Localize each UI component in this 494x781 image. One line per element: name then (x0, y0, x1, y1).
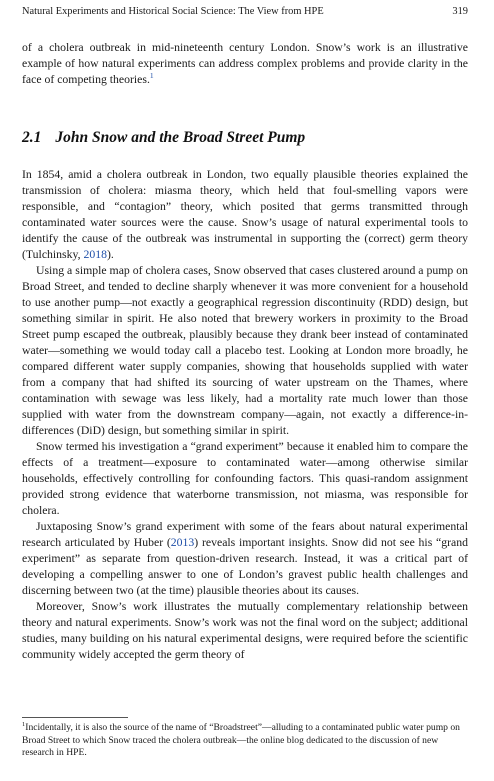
footnote (22, 722, 468, 760)
citation-link[interactable]: 2013 (170, 536, 195, 549)
section-title: John Snow and the Broad Street Pump (55, 129, 306, 146)
footnote-text: Incidentally, it is also the source of the name of “Broadstreet”—alluding to a contaminated public water pump on Broad Street to which Snow traced the cholera outbreak—the online blog dedicated to the discussion of new research in HPE. (22, 722, 460, 758)
footnote-ref[interactable]: 1 (149, 71, 154, 81)
page-number: 319 (452, 6, 468, 17)
intro-paragraph (22, 40, 468, 88)
footnote-divider (22, 717, 128, 718)
running-header (22, 5, 472, 19)
body-paragraph-5: Moreover, Snow’s work illustrates the mutually complementary relationship between theory and natural experiments. Snow’s work was not the final word on the subject; additional studies, many building on his natural experimental designs, were required before the scientific community widely accepted the germ theory of (22, 600, 468, 661)
body-paragraph-1: In 1854, amid a cholera outbreak in London, two equally plausible theories explained the transmission of cholera: miasma theory, which held that foul-smelling vapors were responsible, and “contagion” theory, which posited that germs transmitted through contaminated water sources were the cause. Snow’s usage of natural experimental tools to identify the cause of the outbreak was instrumental in supporting the (correct) germ theory (Tulchinsky, 2018). (22, 168, 468, 261)
citation-link[interactable]: 2018 (83, 248, 107, 261)
body-paragraph-2: Using a simple map of cholera cases, Snow observed that cases clustered around a pump on Broad Street, and tended to decline sharply whenever it was more convenient for a household to use another pump—not exactly a geographical regression discontinuity (RDD) design, but something similar in spirit. He also noted that brewery workers in proximity to the Broad Street pump escaped the outbreak, plausibly because they drank beer instead of contaminated water—something we would today call a placebo test. Looking at London more broadly, he compared different water supply companies, showing that households supplied with water from a company that had shifted its sourcing of water upstream on the Thames, where contamination with sewage was less likely, had a mortality rate much lower than those supplied with water from the downstream company—again, not exactly a difference-in-differences (DiD) design, but something similar in spirit. (22, 264, 468, 437)
section-heading (22, 128, 468, 148)
section-number: 2.1 (22, 129, 42, 146)
footnote-marker: 1 (22, 720, 26, 728)
body-paragraph-3: Snow termed his investigation a “grand experiment” because it enabled him to compare the effects of a treatment—exposure to contaminated water—among otherwise similar households, effectively controlling for confounding factors. This quasi-random assignment provided strong evidence that waterborne transmission, not miasma, was responsible for cholera. (22, 440, 468, 517)
body-paragraph-4: Juxtaposing Snow’s grand experiment with some of the fears about natural experimental research articulated by Huber (2013) reveals important insights. Snow did not see his “grand experiment” as separate from question-driven research. Instead, it was a critical part of developing a compelling answer to one of London’s gravest public health challenges and discerning between two (at the time) plausible theories about its causes. (22, 520, 468, 597)
intro-text: of a cholera outbreak in mid-nineteenth century London. Snow’s work is an illustrative example of how natural experiments can address complex problems and provide clarity in the face of competing theories. (22, 41, 468, 86)
running-title: Natural Experiments and Historical Social Science: The View from HPE (22, 6, 324, 17)
section-body (22, 167, 468, 663)
